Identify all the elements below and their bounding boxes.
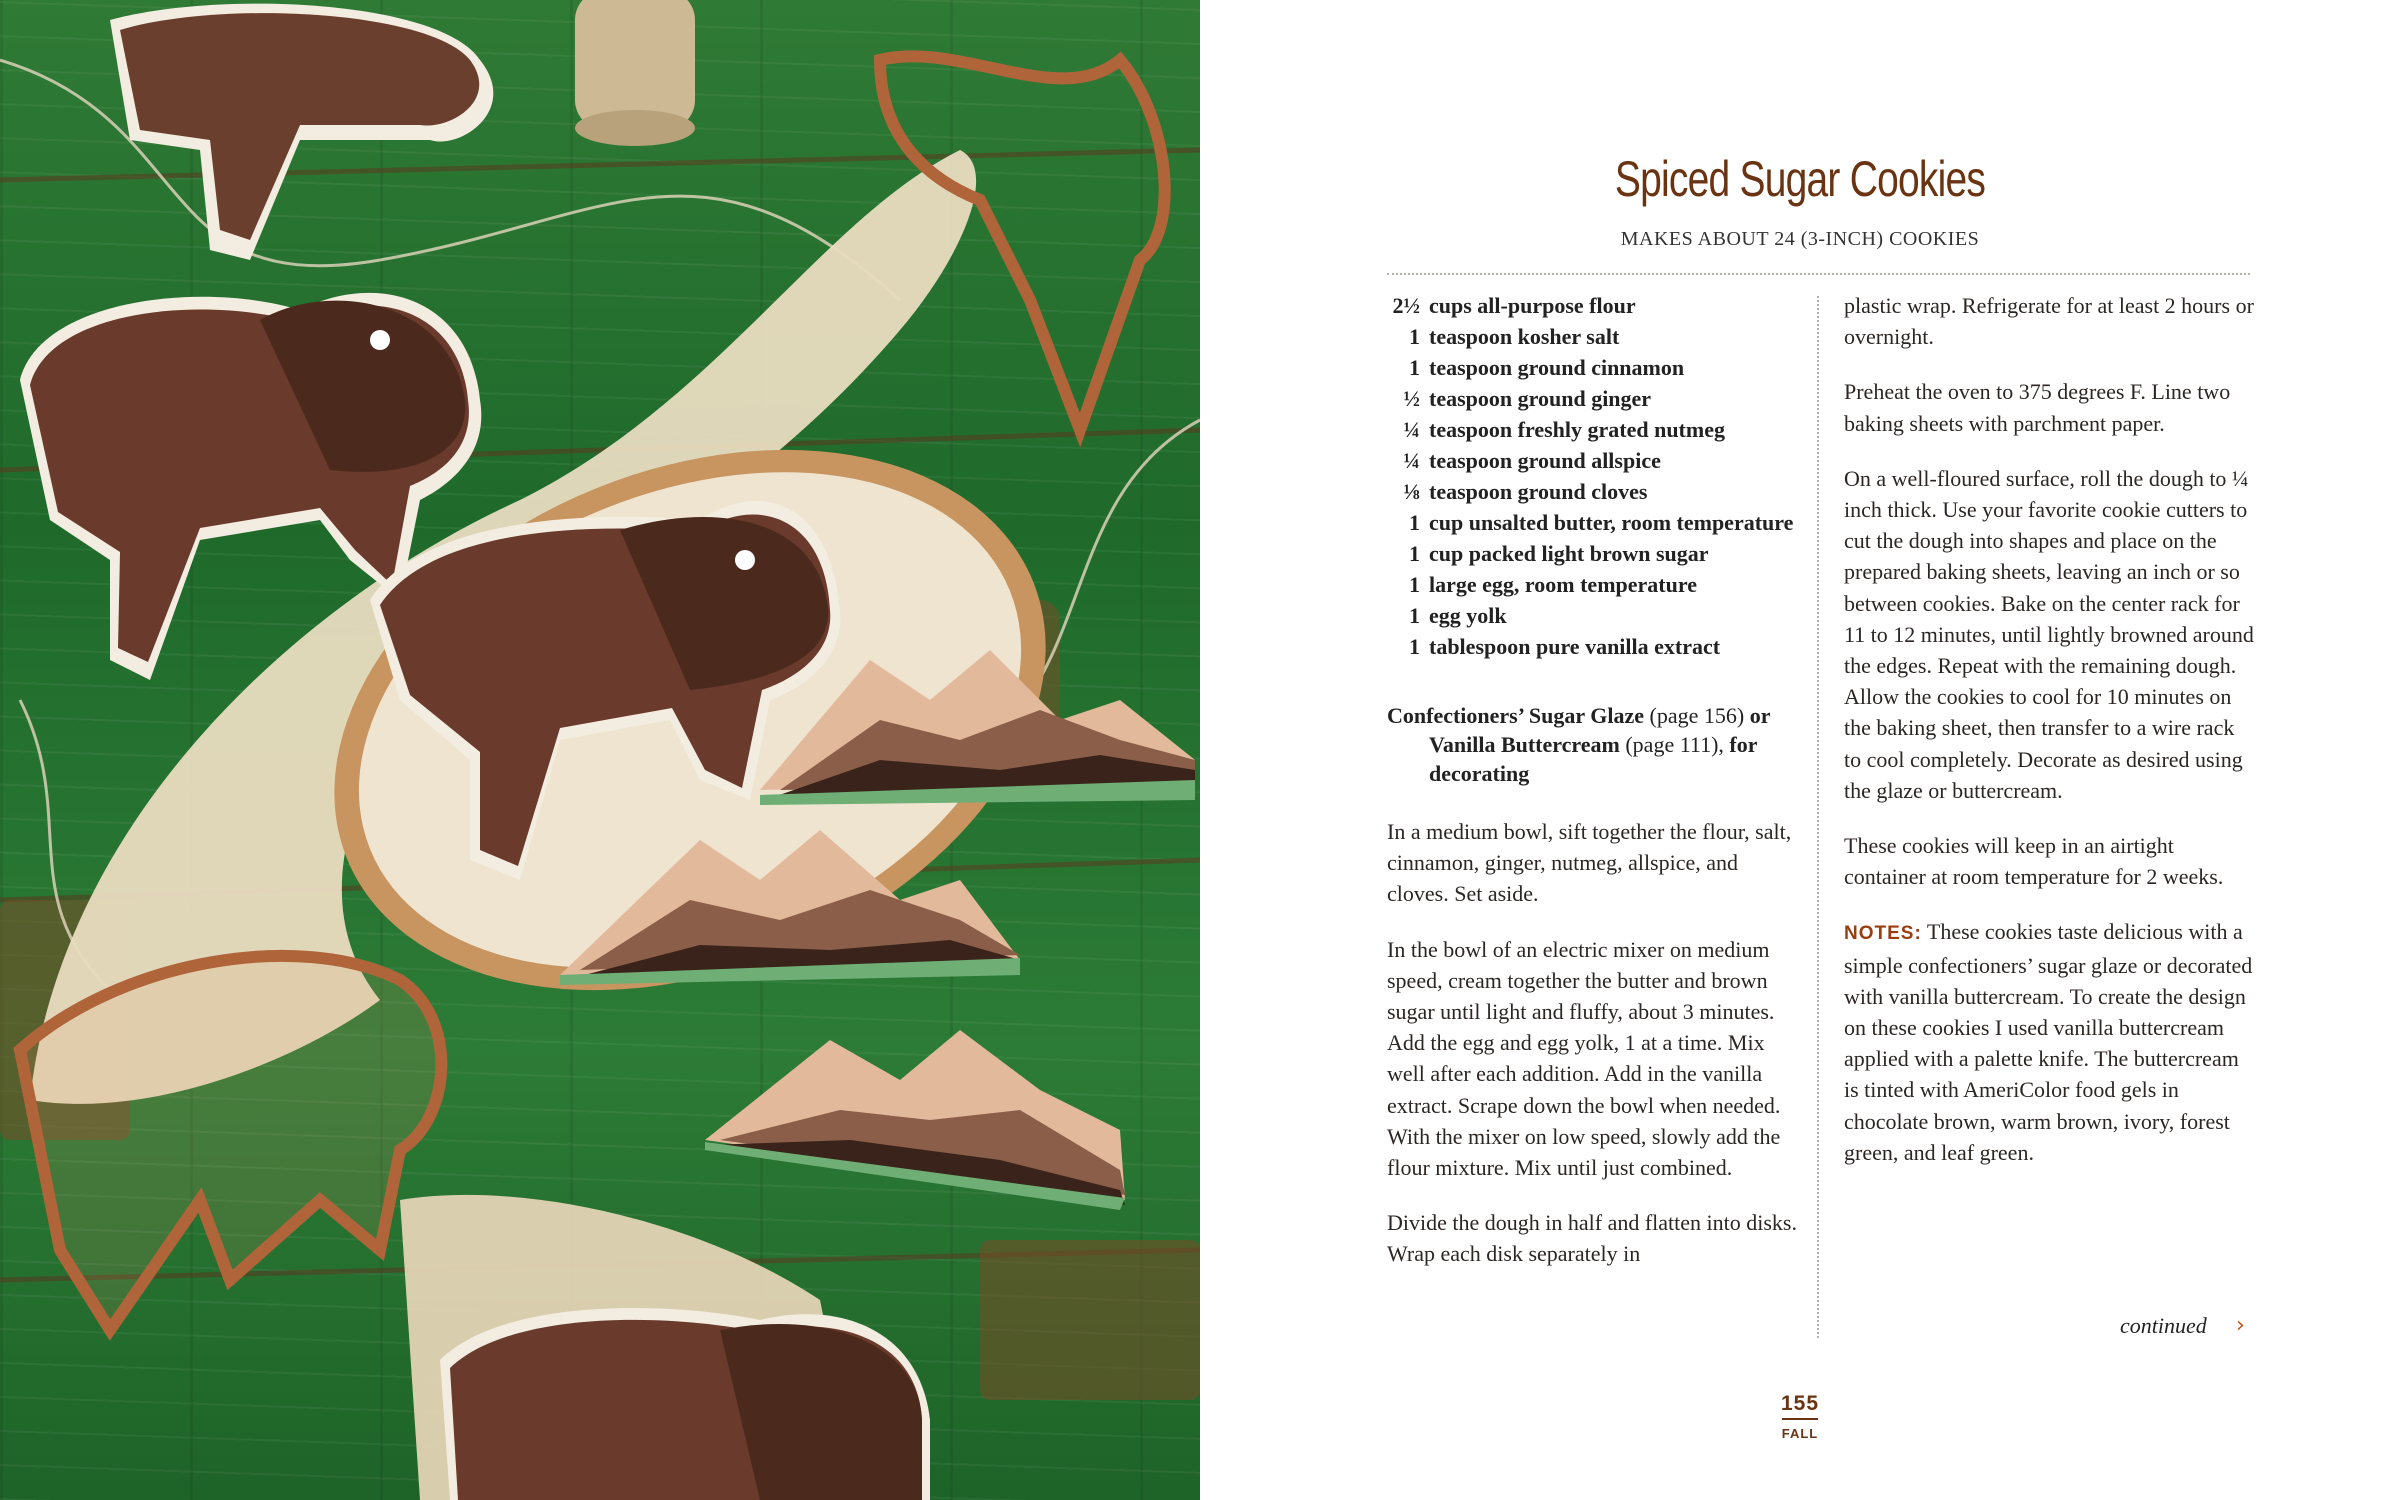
right-column xyxy=(1844,290,2254,1192)
recipe-page xyxy=(1200,0,2400,1500)
ingredient-text: teaspoon ground cinnamon xyxy=(1429,355,1685,380)
ingredient-item xyxy=(1387,414,1802,445)
ingredient-text: teaspoon freshly grated nutmeg xyxy=(1429,417,1725,442)
ingredient-quantity: 1 xyxy=(1409,603,1420,628)
ingredient-item xyxy=(1387,569,1802,600)
ingredient-quantity: 1 xyxy=(1409,324,1420,349)
page-number: 155 xyxy=(1200,1392,2400,1420)
ingredient-text: cup packed light brown sugar xyxy=(1429,541,1709,566)
step-paragraph: On a well-floured surface, roll the dough to ¼ inch thick. Use your favorite cookie cutters to cut the dough into shapes and place on the prepared baking sheets, leaving an inch or so between cookies. Bake on the center rack for 11 to 12 minutes, until lightly browned around the edges. Repeat with the remaining dough. Allow the cookies to cool for 10 minutes on the baking sheet, then transfer to a wire rack to cool completely. Decorate as desired using the glaze or buttercream. xyxy=(1844,465,2254,803)
ingredient-text: tablespoon pure vanilla extract xyxy=(1429,634,1721,659)
ingredient-list xyxy=(1387,290,1802,662)
step-paragraph: These cookies will keep in an airtight container at room temperature for 2 weeks. xyxy=(1844,833,2224,890)
ingredient-item xyxy=(1387,445,1802,476)
ingredient-item xyxy=(1387,290,1802,321)
chevron-right-icon: › xyxy=(2236,1313,2245,1338)
left-column xyxy=(1387,290,1802,1294)
notes-text: These cookies taste delicious with a simple confectioners’ sugar glaze or decorated with vanilla buttercream. To create the design on these cookies I used vanilla buttercream applied with a palette knife. The buttercream is tinted with AmeriColor food gels in chocolate brown, warm brown, ivory, forest green, and leaf green. xyxy=(1844,919,2253,1165)
step-paragraph: plastic wrap. Refrigerate for at least 2 hours or overnight. xyxy=(1844,293,2254,350)
ingredient-quantity: 1 xyxy=(1409,572,1420,597)
copper-cookie-cutter xyxy=(20,956,441,1330)
bison-cookie xyxy=(440,1308,930,1500)
ingredient-text: teaspoon ground ginger xyxy=(1429,386,1652,411)
section-label: FALL xyxy=(1781,1426,1819,1441)
ingredient-item xyxy=(1387,476,1802,507)
ingredient-text: teaspoon ground allspice xyxy=(1429,448,1661,473)
ingredient-text: cups all-purpose flour xyxy=(1429,293,1636,318)
bison-cookie xyxy=(110,4,493,260)
mountain-cookie xyxy=(705,1030,1125,1210)
ingredient-quantity: 1 xyxy=(1409,541,1420,566)
notes-paragraph xyxy=(1844,916,2254,1168)
ingredient-item xyxy=(1387,538,1802,569)
twine-spool xyxy=(575,0,695,146)
ingredient-quantity: 1 xyxy=(1409,355,1420,380)
ingredient-text: large egg, room temperature xyxy=(1429,572,1697,597)
ingredient-item xyxy=(1387,352,1802,383)
step-paragraph: In the bowl of an electric mixer on medium speed, cream together the butter and brown sugar until light and fluffy, about 3 minutes. Add the egg and egg yolk, 1 at a time. Mix well after each addition. Add in the vanilla extract. Scrape down the bowl when needed. With the mixer on low speed, slowly add the flour mixture. Mix until just combined. xyxy=(1387,936,1781,1181)
ingredient-text: cup unsalted butter, room temperature xyxy=(1429,510,1794,535)
step-paragraph: In a medium bowl, sift together the flour, salt, cinnamon, ginger, nutmeg, allspice, and cloves. Set aside. xyxy=(1387,819,1792,907)
decorating-ingredient: Confectioners’ Sugar Glaze (page 156) or Vanilla Buttercream (page 111), for decorating xyxy=(1387,703,1771,786)
step-paragraph: Preheat the oven to 375 degrees F. Line two baking sheets with parchment paper. xyxy=(1844,379,2231,436)
ingredient-quantity: ¼ xyxy=(1403,417,1420,442)
step-paragraph: Divide the dough in half and flatten into disks. Wrap each disk separately in xyxy=(1387,1210,1797,1267)
ingredient-item xyxy=(1387,631,1802,662)
ingredient-quantity: 1 xyxy=(1409,510,1420,535)
ingredient-text: teaspoon kosher salt xyxy=(1429,324,1620,349)
ingredient-item xyxy=(1387,600,1802,631)
ingredient-text: egg yolk xyxy=(1429,603,1507,628)
column-divider xyxy=(1817,296,1819,1338)
notes-label: NOTES: xyxy=(1844,923,1922,945)
ingredient-quantity: 2½ xyxy=(1392,293,1420,318)
dotted-divider xyxy=(1387,273,2250,275)
ingredient-quantity: ½ xyxy=(1403,386,1420,411)
ingredient-item xyxy=(1387,507,1802,538)
recipe-yield: MAKES ABOUT 24 (3-INCH) COOKIES xyxy=(1620,228,1980,250)
ingredient-item xyxy=(1387,383,1802,414)
ingredient-text: teaspoon ground cloves xyxy=(1429,479,1648,504)
ingredient-quantity: ⅛ xyxy=(1403,479,1420,504)
ingredient-quantity: ¼ xyxy=(1403,448,1420,473)
recipe-title: Spiced Sugar Cookies xyxy=(1614,151,1986,207)
ingredient-quantity: 1 xyxy=(1409,634,1420,659)
ingredient-item xyxy=(1387,321,1802,352)
continued-label: continued xyxy=(2120,1313,2207,1338)
